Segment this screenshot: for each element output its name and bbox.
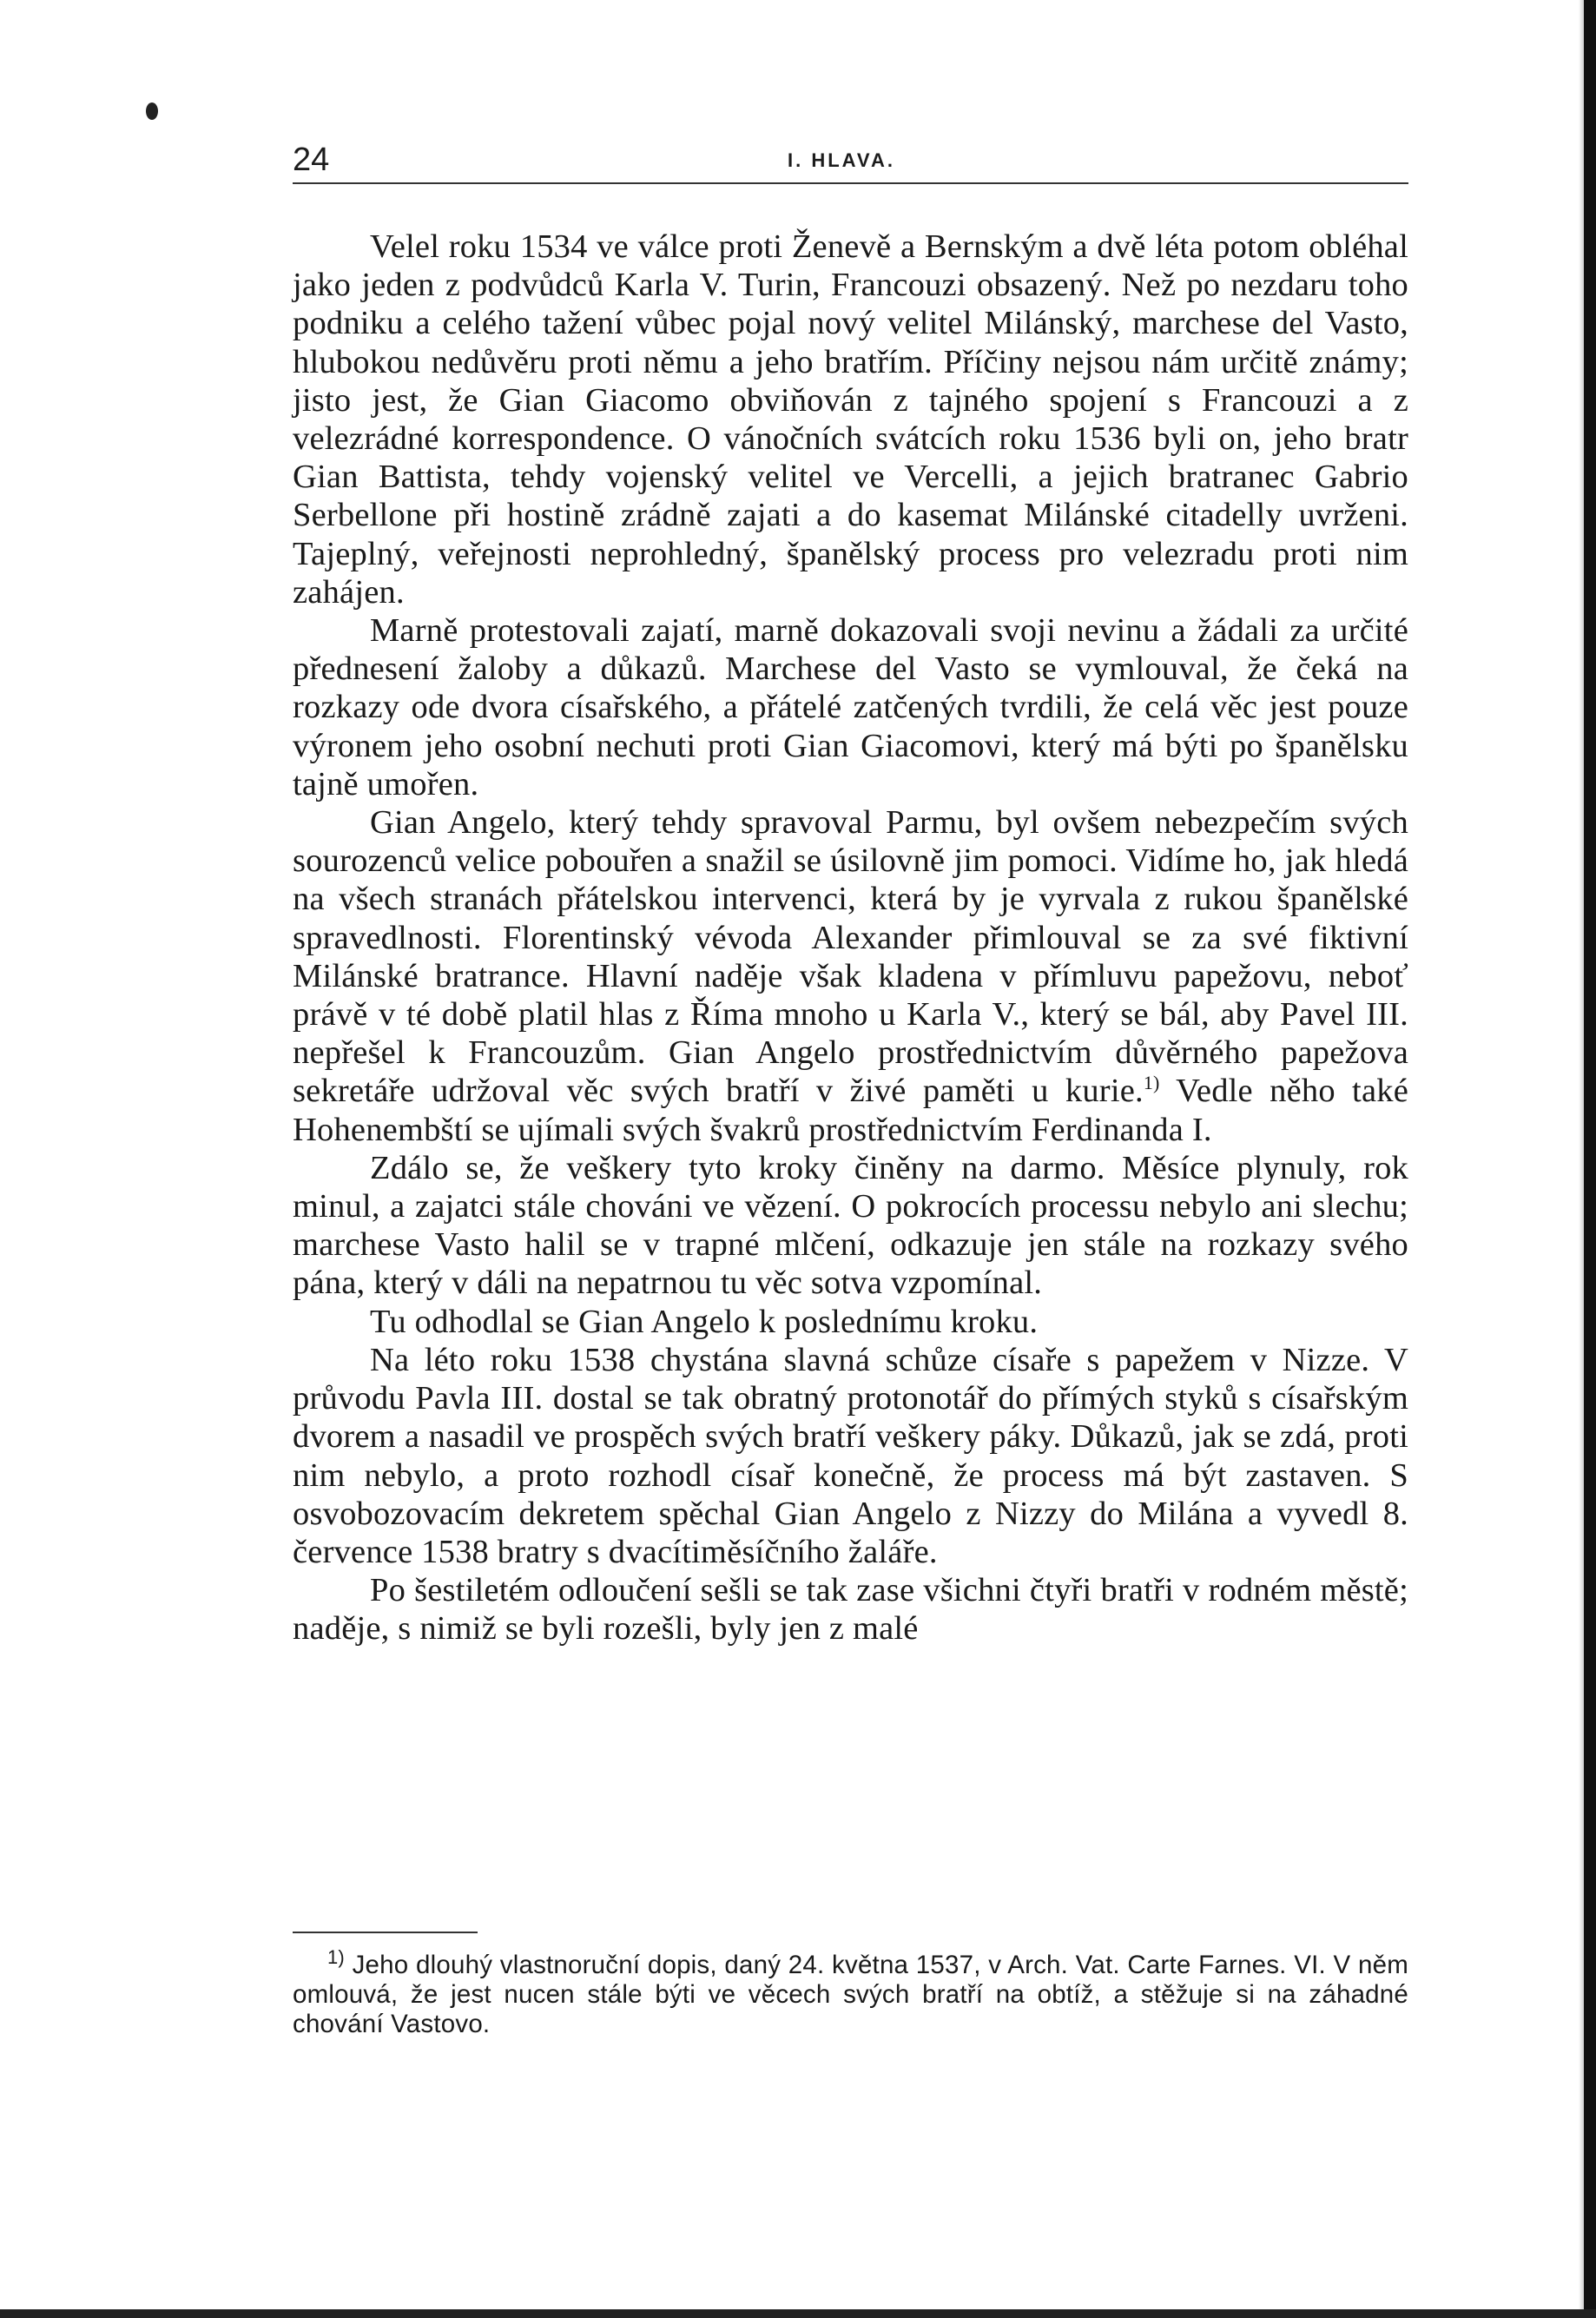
- paragraph-4: Zdálo se, že veškery tyto kroky činěny na darmo. Měsíce plynuly, rok minul, a zajatci stále chováni ve vězení. O pokrocích processu nebylo ani slechu; marchese Vasto halil se v trapné mlčení, odkazuje jen stále na rozkazy svého pána, který v dáli na nepatrnou tu věc sotva vzpomínal.: [293, 1149, 1408, 1302]
- footnote-text: Jeho dlouhý vlastnoruční dopis, daný 24. května 1537, v Arch. Vat. Carte Farnes. VI. V něm omlouvá, že jest nucen stále býti ve věcech svých bratří na obtíž, a stěžuje si na záhadné chování Vastovo.: [293, 1951, 1408, 2038]
- footnote-marker: 1): [327, 1946, 345, 1969]
- paragraph-2: Marně protestovali zajatí, marně dokazovali svoji nevinu a žádali za určité přednesení žaloby a důkazů. Marchese del Vasto se vymlouval, že čeká na rozkazy ode dvora císařského, a přátelé zatčených tvrdili, že celá věc jest pouze výronem jeho osobní nechuti proti Gian Giacomovi, který má býti po španělsku tajně umořen.: [293, 612, 1408, 802]
- paragraph-3-text: Gian Angelo, který tehdy spravoval Parmu, byl ovšem nebezpečím svých sourozenců velice pobouřen a snažil se úsilovně jim pomoci. Vidíme ho, jak hledá na všech stranách přátelskou intervenci, která by je vyrvala z rukou španělské spravedlnosti. Florentinský vévoda Alexander přimlouval se za své fiktivní Milánské bratrance. Hlavní naděje však kladena v přímluvu papežovu, neboť právě v té době platil hlas z Říma mnoho u Karla V., který se bál, aby Pavel III. nepřešel k Francouzům. Gian Angelo prostřednictvím důvěrného papežova sekretáře udržoval věc svých bratří v živé paměti u kurie.: [293, 804, 1408, 1110]
- body-text: [293, 228, 1408, 1648]
- footnote-1: [293, 1946, 1408, 2039]
- scan-edge-bottom: [0, 2309, 1596, 2318]
- paragraph-6: Na léto roku 1538 chystána slavná schůze císaře s papežem v Nizze. V průvodu Pavla III. dostal se tak obratný protonotář do přímých styků s císařským dvorem a nasadil ve prospěch svých bratří veškery páky. Důkazů, jak se zdá, proti nim nebylo, a proto rozhodl císař konečně, že process má být zastaven. S osvobozovacím dekretem spěchal Gian Angelo z Nizzy do Milána a vyvedl 8. července 1538 bratry s dvacítiměsíčního žaláře.: [293, 1341, 1408, 1570]
- paragraph-3: [293, 803, 1408, 1149]
- header-rule: [293, 182, 1408, 184]
- footnote: [293, 1946, 1408, 2039]
- footnote-rule: [293, 1932, 478, 1933]
- page-number: 24: [293, 142, 330, 178]
- paragraph-1: Velel roku 1534 ve válce proti Ženevě a Bernským a dvě léta potom obléhal jako jeden z podvůdců Karla V. Turin, Francouzi obsazený. Než po nezdaru toho podniku a celého tažení vůbec pojal nový velitel Milánský, marchese del Vasto, hlubokou nedůvěru proti němu a jeho bratřím. Příčiny nejsou nám určitě známy; jisto jest, že Gian Giacomo obviňován z tajného spojení s Francouzi a z velezrádné korrespondence. O vánočních svátcích roku 1536 byli on, jeho bratr Gian Battista, tehdy vojenský velitel ve Vercelli, a jejich bratranec Gabrio Serbellone při hostině zrádně zajati a do kasemat Milánské citadelly uvrženi. Tajeplný, veřejnosti neprohledný, španělský process pro velezradu proti nim zahájen.: [293, 228, 1408, 611]
- running-head: [293, 137, 1408, 182]
- scan-mark-dot: [146, 102, 158, 120]
- scan-edge-right: [1584, 0, 1596, 2318]
- paragraph-7: Po šestiletém odloučení sešli se tak zase všichni čtyři bratři v rodném městě; naděje, s nimiž se byli rozešli, byly jen z malé: [293, 1572, 1408, 1648]
- paragraph-5: Tu odhodlal se Gian Angelo k poslednímu kroku.: [370, 1303, 1039, 1340]
- footnote-reference[interactable]: 1): [1143, 1072, 1160, 1094]
- chapter-title: I. HLAVA.: [788, 149, 895, 171]
- paragraph-3-continuation: Vedle něho také Hohenembští se ujímali svých švakrů prostřednictvím Ferdinanda I.: [293, 1073, 1408, 1148]
